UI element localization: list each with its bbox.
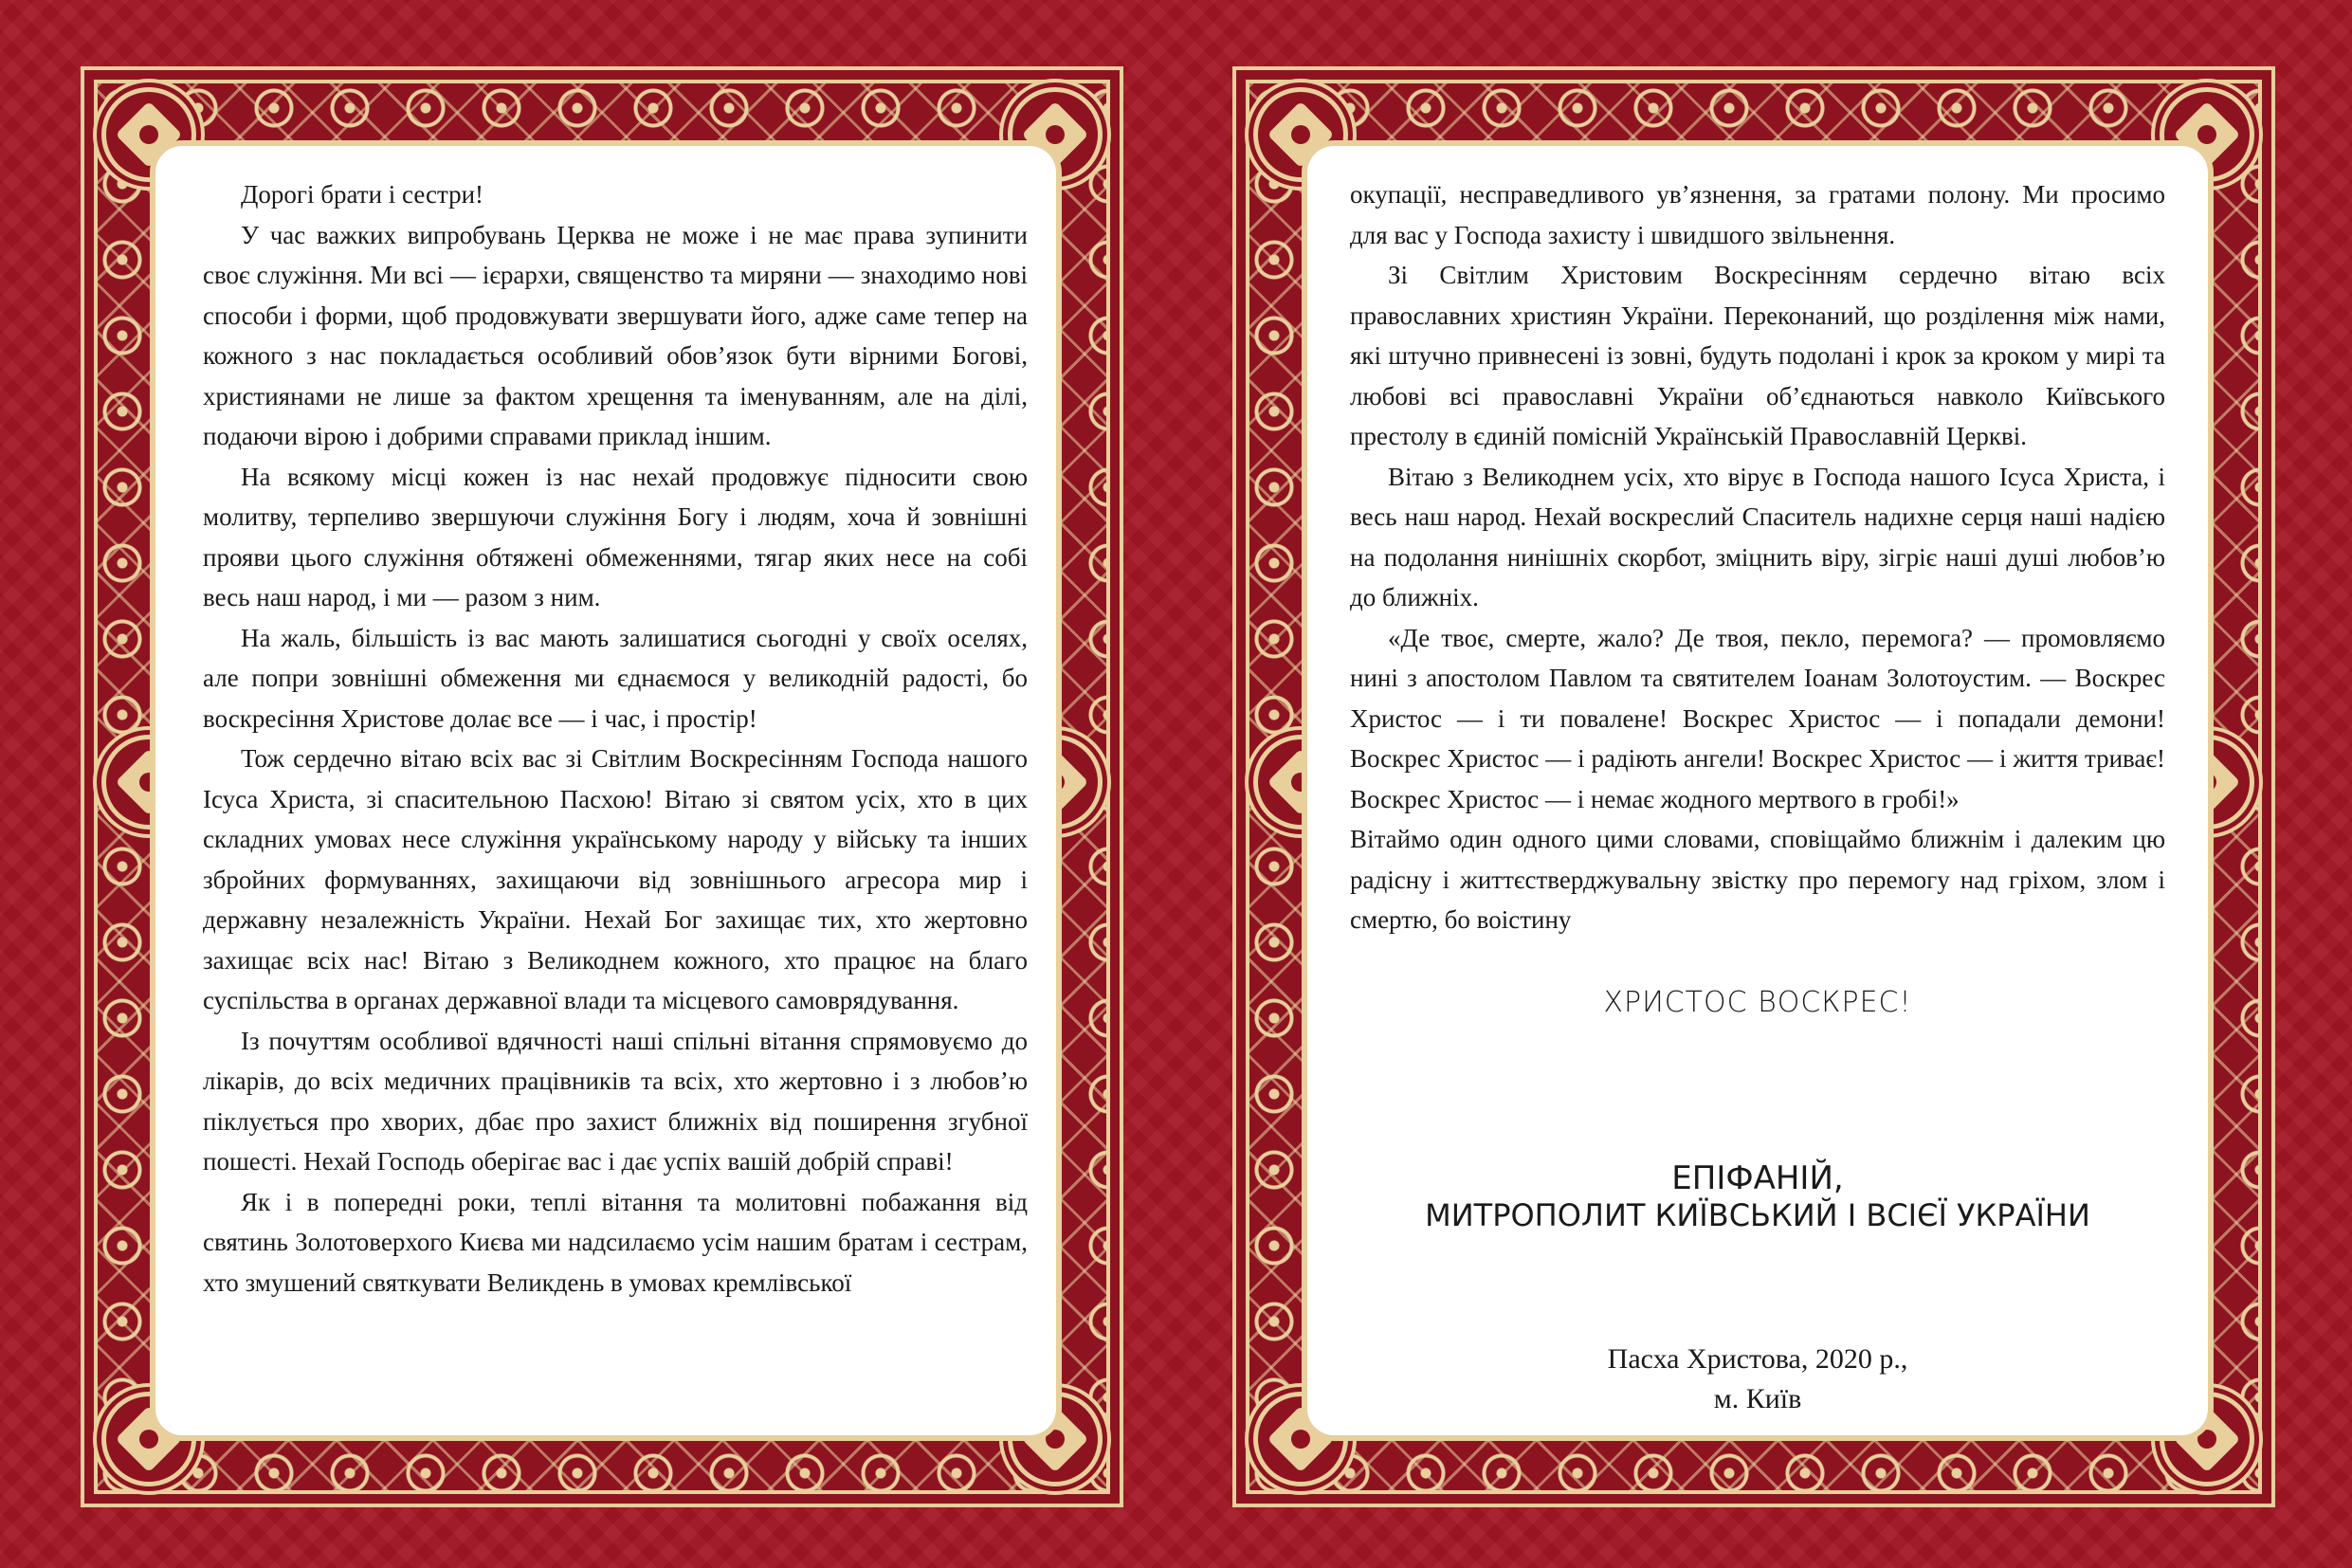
right-page: [1232, 66, 2275, 1507]
signature-name: ЕПІФАНІЙ,: [1671, 1158, 1844, 1197]
signature-title: МИТРОПОЛИТ КИЇВСЬКИЙ І ВСІЄЇ УКРАЇНИ: [1425, 1196, 2090, 1233]
paragraph: Із почуттям особливої вдячності наші спільні вітання спрямовуємо до лікарів, до всіх медичних працівників та всіх, хто жертовно і з любов’ю піклується про хворих, дбає про захист ближніх від поширення згубної пошесті. Нехай Господь оберігає вас і дає успіх вашій добрій справі!: [203, 1026, 1028, 1176]
paragraph: На всякому місці кожен із нас нехай продовжує підносити свою молитву, терпеливо звершуючи служіння Богу і людям, хоча й зовнішні прояви цього служіння обтяжені обмеженнями, тягар яких несе на собі весь наш народ, і ми — разом з ним.: [203, 462, 1028, 611]
left-page: [81, 66, 1123, 1507]
paragraph: Вітаю з Великоднем усіх, хто вірує в Господа нашого Ісуса Христа, і весь наш народ. Нехай воскреслий Спаситель надихне серця наші надією на подолання нинішніх скорбот, зміцнить віру, зігріє наші душі любов’ю до ближніх.: [1350, 462, 2165, 611]
closing-paragraph: Вітаймо один одного цими словами, сповіщаймо ближнім і далеким цю радісну і життєстверджувальну звістку про перемогу над гріхом, злом і смертю, бо воістину: [1350, 825, 2165, 934]
paragraph: Зі Світлим Христовим Воскресінням сердечно вітаю всіх православних християн України. Переконаний, що розділення між нами, які штучно привнесені із зовні, будуть подолані і крок за кроком у мирі та любові всі православні України об’єднаються навколо Київського престолу в єдиній помісній Українській Православній Церкві.: [1350, 261, 2165, 450]
date-line: Пасха Христова, 2020 р.,: [1607, 1342, 1908, 1375]
easter-exclamation: ХРИСТОС ВОСКРЕС!: [1603, 985, 1912, 1019]
signature-block: [1350, 1159, 2165, 1233]
paragraph: Тож сердечно вітаю всіх вас зі Світлим Воскресінням Господа нашого Ісуса Христа, зі спасительною Пасхою! Вітаю зі святом усіх, хто в цих складних умовах несе служіння українському народу у війську та інших збройних формуваннях, захищаючи від зовнішнього агресора мир і державну незалежність України. Нехай Бог захищає тих, хто жертовно захищає всіх нас! Вітаю з Великоднем кожного, хто працює на благо суспільства в органах державної влади та місцевого самоврядування.: [203, 744, 1028, 1014]
date-block: [1350, 1340, 2165, 1419]
paragraph: Як і в попередні роки, теплі вітання та молитовні побажання від святинь Золотоверхого Києва ми надсилаємо усім нашим братам і сестрам, хто змушений святкувати Великдень в умовах кремлівської: [203, 1187, 1028, 1297]
paragraph: На жаль, більшість із вас мають залишатися сьогодні у своїх оселях, але попри зовнішні обмеження ми єднаємося у великодній радості, бо воскресіння Христове долає все — і час, і простір!: [203, 623, 1028, 733]
paragraph-continuation: окупації, несправедливого ув’язнення, за гратами полону. Ми просимо для вас у Господа захисту і швидшого звільнення.: [1350, 180, 2165, 249]
place-line: м. Київ: [1713, 1382, 1802, 1414]
letter-body-right: [1307, 146, 2208, 1435]
greeting: Дорогі брати і сестри!: [241, 180, 484, 209]
paragraph: У час важких випробувань Церква не може і не має права зупинити своє служіння. Ми всі — ієрархи, священство та миряни — знаходимо нові способи і форми, щоб продовжувати звершувати його, адже саме тепер на кожного з нас покладається особливий обов’язок бути вірними Богові, християнами не лише за фактом хрещення та іменуванням, але на ділі, подаючи вірою і добрими справами приклад іншим.: [203, 220, 1028, 450]
letter-body-left: [155, 146, 1056, 1435]
paragraph: «Де твоє, смерте, жало? Де твоя, пекло, перемога? — промовляємо нині з апостолом Павлом та святителем Іоанам Золотоустим. — Воскрес Христос — і ти повалене! Воскрес Христос — і попадали демони! Воскрес Христос — і радіють ангели! Воскрес Христос — і життя триває! Воскрес Христос — і немає жодного мертвого в гробі!»: [1350, 623, 2165, 813]
